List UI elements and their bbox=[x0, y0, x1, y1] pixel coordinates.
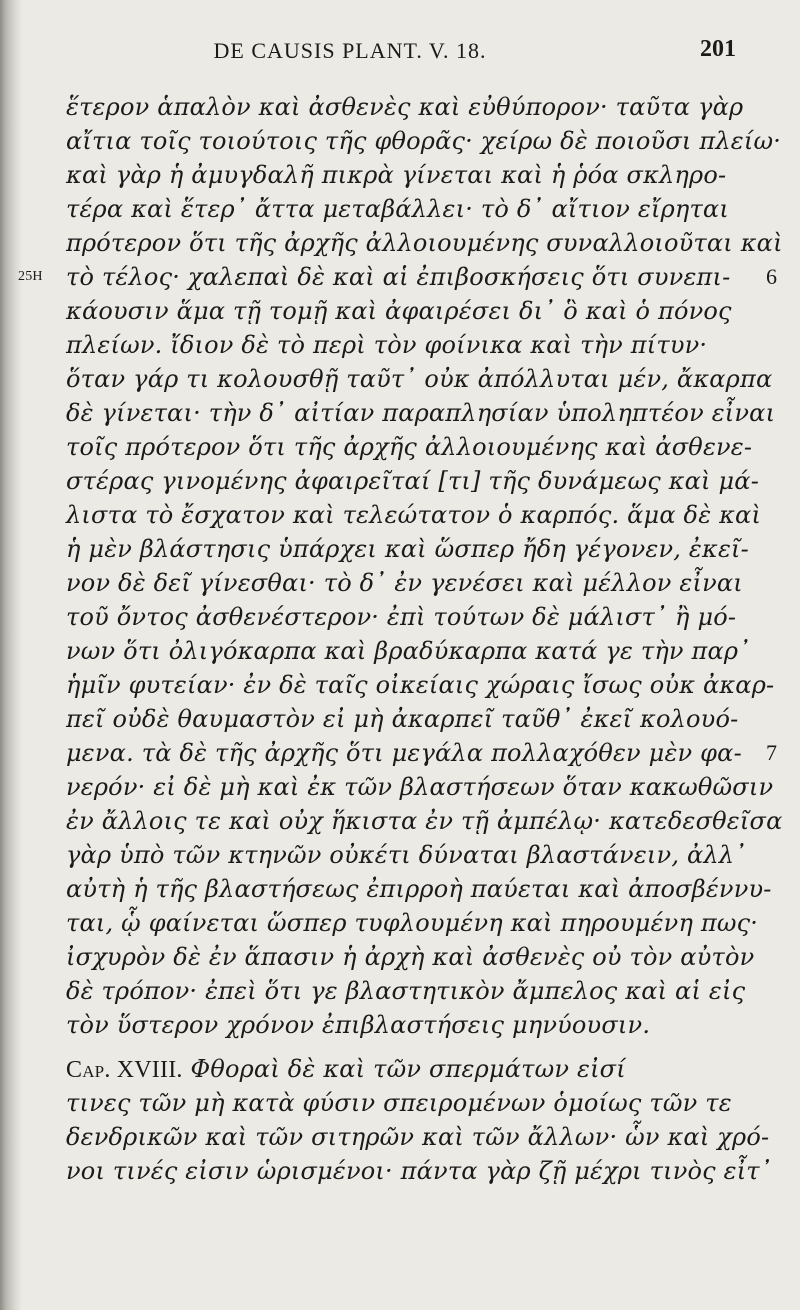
text-line: τέρα καὶ ἕτερ᾽ ἄττα μεταβάλλει· τὸ δ᾽ αἴτιον εἴρηται bbox=[66, 195, 729, 223]
page-number: 201 bbox=[700, 36, 736, 62]
text-line: νοι τινές εἰσιν ὡρισμένοι· πάντα γὰρ ζῇ μέχρι τινὸς εἶτ᾽ bbox=[66, 1157, 772, 1185]
text-line: γὰρ ὑπὸ τῶν κτηνῶν οὐκέτι δύναται βλαστάνειν, ἀλλ᾽ bbox=[66, 841, 747, 869]
text-line: πρότερον ὅτι τῆς ἀρχῆς ἀλλοιουμένης συναλλοιοῦται καὶ bbox=[66, 229, 783, 257]
text-line: ἕτερον ἁπαλὸν καὶ ἀσθενὲς καὶ εὐθύπορον· ταῦτα γὰρ bbox=[66, 93, 744, 121]
text-line: αἴτια τοῖς τοιούτοις τῆς φθορᾶς· χείρω δὲ ποιοῦσι πλείω· bbox=[66, 127, 782, 155]
text-line: δενδρικῶν καὶ τῶν σιτηρῶν καὶ τῶν ἄλλων· ὧν καὶ χρό- bbox=[66, 1123, 770, 1151]
section-number-right: 7 bbox=[766, 740, 778, 765]
text-line: τοῖς πρότερον ὅτι τῆς ἀρχῆς ἀλλοιουμένης καὶ ἀσθενε- bbox=[66, 433, 753, 461]
text-line: νερόν· εἰ δὲ μὴ καὶ ἐκ τῶν βλαστήσεων ὅταν κακωθῶσιν bbox=[66, 773, 774, 801]
text-line: πλείων. ἴδιον δὲ τὸ περὶ τὸν φοίνικα καὶ τὴν πίτυν· bbox=[66, 331, 708, 359]
text-line: λιστα τὸ ἔσχατον καὶ τελεώτατον ὁ καρπός. ἅμα δὲ καὶ bbox=[66, 501, 762, 529]
text-line: κάουσιν ἅμα τῇ τομῇ καὶ ἀφαιρέσει δι᾽ ὃ καὶ ὁ πόνος bbox=[66, 297, 732, 325]
text-line: ἡ μὲν βλάστησις ὑπάρχει καὶ ὥσπερ ἤδη γέγονεν, ἐκεῖ- bbox=[66, 535, 749, 563]
text-line: ται, ᾧ φαίνεται ὥσπερ τυφλουμένη καὶ πηρουμένη πως· bbox=[66, 909, 759, 937]
margin-reference-left: 25H bbox=[18, 269, 43, 284]
text-line: ἰσχυρὸν δὲ ἐν ἅπασιν ἡ ἀρχὴ καὶ ἀσθενὲς οὐ τὸν αὐτὸν bbox=[66, 943, 755, 971]
text-line: 25H τὸ τέλος· χαλεπαὶ δὲ καὶ αἱ ἐπιβοσκήσεις ὅτι συνεπι- 6 bbox=[66, 260, 730, 294]
text-line: τινες τῶν μὴ κατὰ φύσιν σπειρομένων ὁμοίως τῶν τε bbox=[66, 1089, 732, 1117]
chapter-start-line: Cap. XVIII. Φθοραὶ δὲ καὶ τῶν σπερμάτων εἰσί bbox=[66, 1055, 626, 1083]
running-header-title: DE CAUSIS PLANT. V. 18. bbox=[213, 38, 487, 63]
page-gutter-shadow bbox=[0, 0, 22, 1310]
text-line: πεῖ οὐδὲ θαυμαστὸν εἰ μὴ ἀκαρπεῖ ταῦθ᾽ ἐκεῖ κολουό- bbox=[66, 705, 739, 733]
text-line: μενα. τὰ δὲ τῆς ἀρχῆς ὅτι μεγάλα πολλαχόθεν μὲν φα- 7 bbox=[66, 736, 730, 770]
text-line: δὲ γίνεται· τὴν δ᾽ αἰτίαν παραπλησίαν ὑποληπτέον εἶναι bbox=[66, 399, 776, 427]
text-block bbox=[18, 90, 783, 1188]
chapter-label: Cap. XVIII. bbox=[66, 1057, 183, 1083]
text-line: ὅταν γάρ τι κολουσθῇ ταῦτ᾽ οὐκ ἀπόλλυται μέν, ἄκαρπα bbox=[66, 365, 773, 393]
text-line: τὸν ὕστερον χρόνον ἐπιβλαστήσεις μηνύουσιν. bbox=[66, 1011, 651, 1039]
text-line: ἡμῖν φυτείαν· ἐν δὲ ταῖς οἰκείαις χώραις ἴσως οὐκ ἀκαρ- bbox=[66, 671, 775, 699]
text-line: καὶ γὰρ ἡ ἀμυγδαλῆ πικρὰ γίνεται καὶ ἡ ῥόα σκληρο- bbox=[66, 161, 727, 189]
text-line: νον δὲ δεῖ γίνεσθαι· τὸ δ᾽ ἐν γενέσει καὶ μέλλον εἶναι bbox=[66, 569, 743, 597]
text-line: νων ὅτι ὀλιγόκαρπα καὶ βραδύκαρπα κατά γε τὴν παρ᾽ bbox=[66, 637, 751, 665]
text-line: στέρας γινομένης ἀφαιρεῖταί [τι] τῆς δυνάμεως καὶ μά- bbox=[66, 467, 760, 495]
text-line: ἐν ἄλλοις τε καὶ οὐχ ἥκιστα ἐν τῇ ἀμπέλῳ· κατεδεσθεῖσα bbox=[66, 807, 783, 835]
text-line: δὲ τρόπον· ἐπεὶ ὅτι γε βλαστητικὸν ἄμπελος καὶ αἱ εἰς bbox=[66, 977, 746, 1005]
text-line: τοῦ ὄντος ἀσθενέστερον· ἐπὶ τούτων δὲ μάλιστ᾽ ἢ μό- bbox=[66, 603, 737, 631]
section-number-right: 6 bbox=[766, 264, 778, 289]
text-line: αὐτὴ ἡ τῆς βλαστήσεως ἐπιρροὴ παύεται καὶ ἀποσβέννυ- bbox=[66, 875, 772, 903]
